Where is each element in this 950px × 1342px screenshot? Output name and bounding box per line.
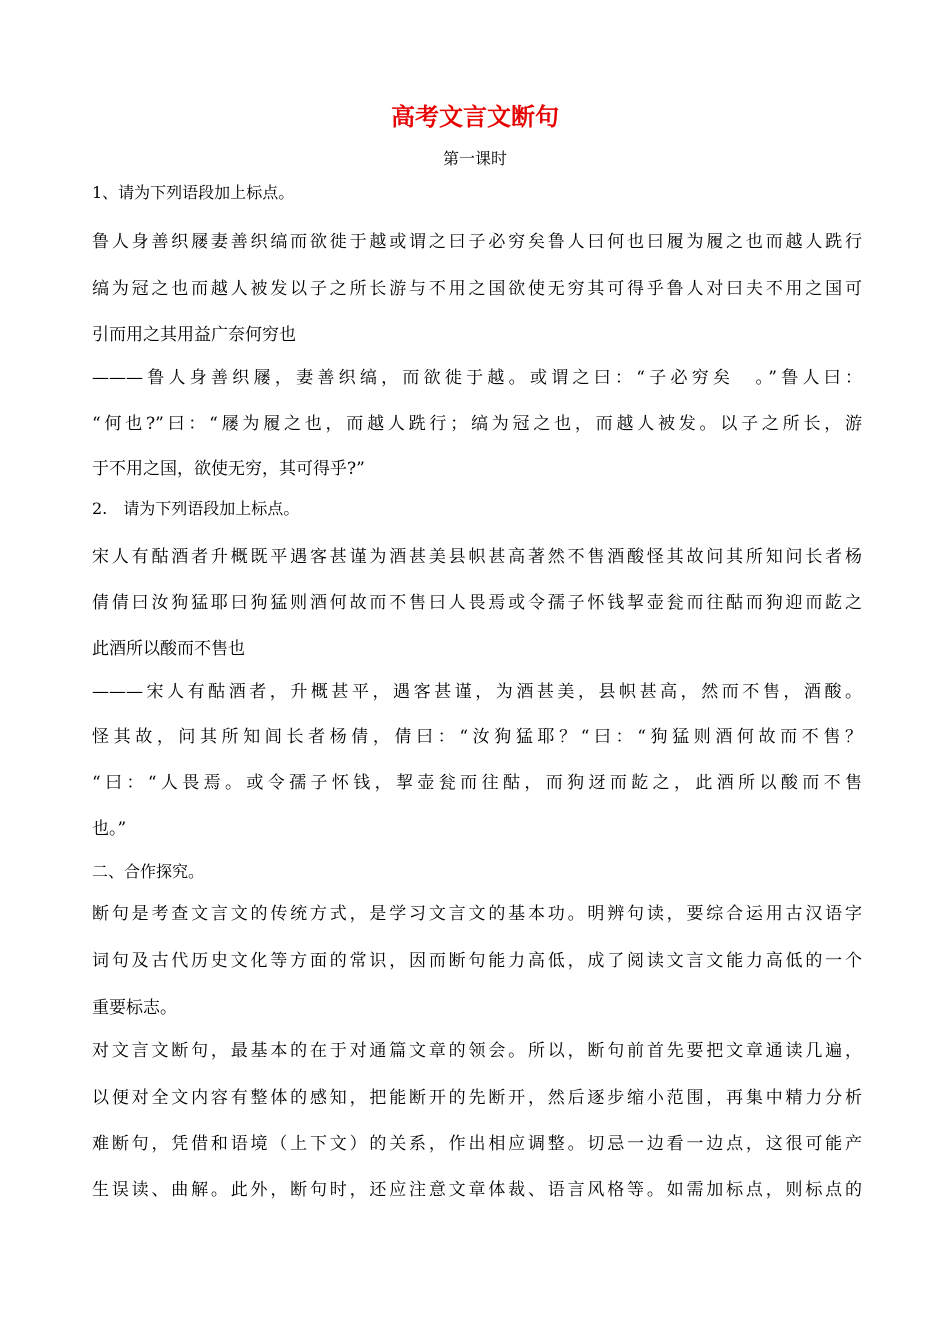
section2-para2-line: 以便对全文内容有整体的感知，把能断开的先断开，然后逐步缩小范围，再集中精力分析 (92, 1088, 862, 1108)
section2-para2-line: 难断句，凭借和语境（上下文）的关系，作出相应调整。切忌一边看一边点，这很可能产 (92, 1134, 862, 1154)
document-subtitle: 第一课时 (442, 149, 507, 168)
q1-text-line: 引而用之其用益广奈何穷也 (92, 325, 296, 345)
q1-prompt-emphasis-2: 点 (262, 181, 278, 205)
section2-para1-line: 重要标志。 (92, 998, 177, 1018)
q2-text-line: 倩倩曰汝狗猛耶曰狗猛则酒何故而不售曰人畏焉或令孺子怀钱挈壶瓮而往酤而狗迎而龁之 (92, 593, 862, 613)
q2-prompt-emphasis-1: 标 (251, 497, 267, 521)
q2-text-line: 宋人有酤酒者升概既平遇客甚谨为酒甚美县帜甚高著然不售酒酸怪其故问其所知问长者杨 (92, 547, 862, 567)
q1-prompt-emphasis-1: 标 (246, 181, 262, 205)
q1-answer-line: 于不用之国，欲使无穷，其可得乎?” (92, 459, 365, 479)
q2-text-line: 此酒所以酸而不售也 (92, 639, 245, 659)
q1-text-line: 缟为冠之也而越人被发以子之所长游与不用之国欲使无穷其可得乎鲁人对曰夫不用之国可 (92, 279, 862, 299)
q2-answer-line: 怪其故，问其所知闾长者杨倩，倩曰：“汝狗猛耶？“曰：“狗猛则酒何故而不售？ (92, 727, 862, 747)
q2-answer-line: ———宋人有酤酒者，升概甚平，遇客甚谨，为酒甚美，县帜甚高，然而不售，酒酸。 (92, 682, 862, 702)
section2-para2-line: 对文言文断句，最基本的在于对通篇文章的领会。所以，断句前首先要把文章通读几遍， (92, 1041, 862, 1061)
document-title: 高考文言文断句 (391, 103, 559, 131)
section2-para1-line: 词句及古代历史文化等方面的常识，因而断句能力高低，成了阅读文言文能力高低的一个 (92, 951, 862, 971)
q2-prompt-emphasis-2: 点 (267, 497, 283, 521)
q2-answer-line: “曰：“人畏焉。或令孺子怀钱，挈壶瓮而往酤，而狗迓而龁之，此酒所以酸而不售 (92, 773, 862, 793)
q1-text-line: 鲁人身善织屦妻善织缟而欲徙于越或谓之曰子必穷矣鲁人曰何也曰履为履之也而越人跣行 (92, 232, 862, 252)
q2-prompt-end: 。 (283, 499, 300, 518)
q1-prompt-text: 1、请为下列语段加上 (92, 183, 247, 202)
section2-para2-line: 生误读、曲解。此外，断句时，还应注意文章体裁、语言风格等。如需加标点，则标点的 (92, 1180, 862, 1200)
q1-prompt (92, 181, 862, 205)
section2-heading: 二、合作探究。 (92, 862, 205, 881)
q2-answer-line: 也。” (92, 819, 127, 839)
q2-prompt (92, 497, 862, 521)
q2-prompt-text: 2. 请为下列语段加上 (92, 499, 252, 518)
section2-para1-line: 断句是考查文言文的传统方式，是学习文言文的基本功。明辨句读，要综合运用古汉语字 (92, 904, 862, 924)
q1-answer-line: ———鲁人身善织屦，妻善织缟，而欲徙于越。或谓之曰：“子必穷矣 。”鲁人曰： (92, 368, 862, 388)
q1-answer-line: “何也?”曰：“屦为履之也，而越人跣行；缟为冠之也，而越人被发。以子之所长，游 (92, 414, 862, 434)
q1-prompt-end: 。 (278, 183, 295, 202)
